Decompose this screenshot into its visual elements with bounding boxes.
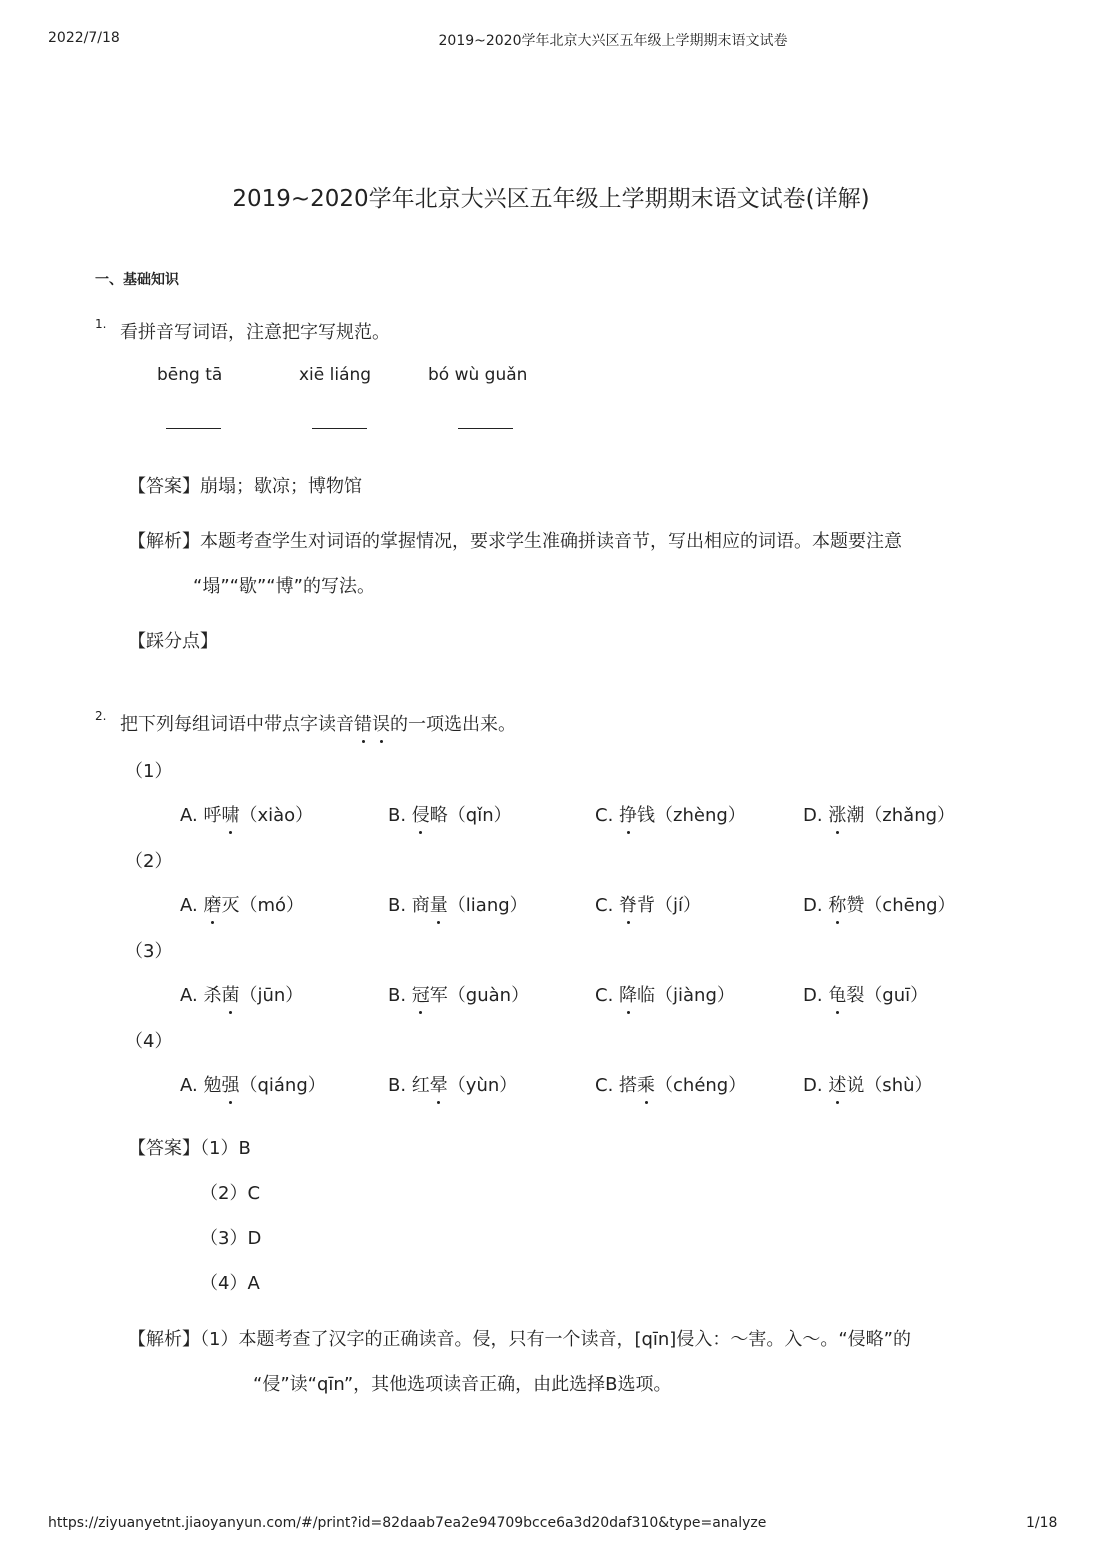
- prompt-text: 把下列每组词语中带点字读音: [120, 714, 354, 735]
- option-pinyin: （qiáng）: [239, 1075, 326, 1096]
- option-pinyin: （xiào）: [239, 805, 314, 826]
- subquestion-label: （2）: [125, 851, 173, 872]
- option-letter: A.: [180, 985, 204, 1006]
- option-char: 搭: [619, 1075, 638, 1096]
- pinyin-3: bó wù guǎn: [428, 365, 528, 385]
- option-pinyin: （shù）: [864, 1075, 933, 1096]
- subquestion-label: （1）: [125, 761, 173, 782]
- option-letter: B.: [388, 805, 412, 826]
- scoring-points-tag: 【踩分点】: [128, 631, 218, 652]
- option-char: 裂: [846, 985, 865, 1006]
- option-choice[interactable]: [595, 801, 746, 827]
- question-number-2: 2.: [95, 709, 107, 723]
- dotted-char: 脊: [619, 891, 637, 917]
- answer-blank-3: [458, 428, 513, 429]
- prompt-text: 的一项选出来。: [390, 714, 516, 735]
- option-pinyin: （yùn）: [447, 1075, 518, 1096]
- option-choice[interactable]: [180, 981, 303, 1007]
- option-pinyin: （liang）: [447, 895, 528, 916]
- option-choice[interactable]: [388, 981, 529, 1007]
- analysis-text: 本题考查学生对词语的掌握情况，要求学生准确拼读音节，写出相应的词语。本题要注意: [200, 531, 902, 552]
- option-choice[interactable]: [180, 891, 304, 917]
- option-pinyin: （guī）: [864, 985, 929, 1006]
- option-char: 商: [411, 895, 430, 916]
- option-pinyin: （zhǎng）: [864, 805, 956, 826]
- dotted-char: 误: [372, 710, 390, 736]
- option-choice[interactable]: [180, 1071, 326, 1097]
- option-pinyin: （guàn）: [447, 985, 530, 1006]
- option-letter: D.: [803, 985, 829, 1006]
- option-pinyin: （jūn）: [239, 985, 304, 1006]
- option-letter: D.: [803, 895, 829, 916]
- question-1-prompt: 看拼音写词语，注意把字写规范。: [120, 322, 390, 343]
- option-choice[interactable]: [595, 891, 701, 917]
- q2-answer-line-4: （4）A: [200, 1273, 260, 1294]
- option-char: 呼: [203, 805, 222, 826]
- option-char: 勉: [203, 1075, 222, 1096]
- option-char: 军: [429, 985, 448, 1006]
- option-choice[interactable]: [595, 1071, 746, 1097]
- option-letter: B.: [388, 1075, 412, 1096]
- dotted-char: 侵: [412, 801, 430, 827]
- option-choice[interactable]: [388, 801, 512, 827]
- dotted-char: 错: [354, 710, 372, 736]
- option-pinyin: （chéng）: [655, 1075, 747, 1096]
- q2-answer-line-3: （3）D: [200, 1228, 262, 1249]
- dotted-char: 冠: [412, 981, 430, 1007]
- option-char: 临: [637, 985, 656, 1006]
- header-date: 2022/7/18: [48, 30, 120, 46]
- pinyin-2: xiē liáng: [299, 365, 372, 385]
- dotted-char: 量: [430, 891, 448, 917]
- question-2-prompt: [120, 710, 516, 736]
- option-char: 略: [429, 805, 448, 826]
- answer-blank-1: [166, 428, 221, 429]
- option-letter: C.: [595, 1075, 620, 1096]
- option-letter: A.: [180, 1075, 204, 1096]
- option-choice[interactable]: [803, 1071, 933, 1097]
- header-title: 2019~2020学年北京大兴区五年级上学期期末语文试卷: [438, 33, 788, 49]
- dotted-char: 述: [828, 1071, 846, 1097]
- option-char: 潮: [846, 805, 865, 826]
- option-letter: D.: [803, 805, 829, 826]
- answer-tag: 【答案】: [128, 476, 200, 497]
- dotted-char: 强: [221, 1071, 239, 1097]
- option-choice[interactable]: [803, 981, 928, 1007]
- answer-blank-2: [312, 428, 367, 429]
- option-choice[interactable]: [595, 981, 735, 1007]
- subquestion-label: （4）: [125, 1031, 173, 1052]
- footer-url[interactable]: https://ziyuanyetnt.jiaoyanyun.com/#/print?id=82daab7ea2e94709bcce6a3d20daf310&type=analyze: [48, 1515, 767, 1531]
- document-title: 2019~2020学年北京大兴区五年级上学期期末语文试卷(详解): [232, 186, 870, 212]
- q1-analysis-line-1: [128, 527, 902, 553]
- q2-analysis-line-2: “侵”读“qīn”，其他选项读音正确，由此选择B选项。: [253, 1374, 672, 1395]
- dotted-char: 降: [619, 981, 637, 1007]
- option-pinyin: （jiàng）: [655, 985, 735, 1006]
- question-number-1: 1.: [95, 317, 107, 331]
- option-pinyin: （jí）: [655, 895, 702, 916]
- dotted-char: 啸: [221, 801, 239, 827]
- analysis-text: （1）本题考查了汉字的正确读音。侵，只有一个读音，[qīn]侵入：～害。入～。“侵略”的: [200, 1329, 911, 1350]
- option-letter: C.: [595, 985, 620, 1006]
- analysis-tag: 【解析】: [128, 1329, 200, 1350]
- option-choice[interactable]: [388, 891, 528, 917]
- option-char: 红: [411, 1075, 430, 1096]
- option-pinyin: （qǐn）: [447, 805, 512, 826]
- dotted-char: 涨: [828, 801, 846, 827]
- q1-analysis-line-2: “塌”“歇”“博”的写法。: [193, 576, 375, 597]
- q2-answer-line-1: [128, 1134, 251, 1160]
- option-char: 背: [637, 895, 656, 916]
- dotted-char: 乘: [637, 1071, 655, 1097]
- section-heading: 一、基础知识: [95, 272, 179, 288]
- option-letter: D.: [803, 1075, 829, 1096]
- dotted-char: 磨: [203, 891, 221, 917]
- option-letter: B.: [388, 895, 412, 916]
- dotted-char: 称: [828, 891, 846, 917]
- option-choice[interactable]: [803, 801, 955, 827]
- answer-tag: 【答案】: [128, 1138, 200, 1159]
- option-letter: A.: [180, 895, 204, 916]
- option-choice[interactable]: [180, 801, 313, 827]
- option-char: 赞: [846, 895, 865, 916]
- dotted-char: 挣: [619, 801, 637, 827]
- option-char: 说: [846, 1075, 865, 1096]
- option-char: 钱: [637, 805, 656, 826]
- dotted-char: 龟: [828, 981, 846, 1007]
- option-char: 杀: [203, 985, 222, 1006]
- option-pinyin: （mó）: [239, 895, 304, 916]
- subquestion-label: （3）: [125, 941, 173, 962]
- option-choice[interactable]: [803, 891, 956, 917]
- option-pinyin: （zhèng）: [655, 805, 746, 826]
- answer-item: （1）B: [200, 1138, 251, 1159]
- dotted-char: 晕: [430, 1071, 448, 1097]
- option-pinyin: （chēng）: [864, 895, 956, 916]
- pinyin-1: bēng tā: [157, 365, 223, 385]
- option-letter: C.: [595, 805, 620, 826]
- option-choice[interactable]: [388, 1071, 517, 1097]
- option-letter: C.: [595, 895, 620, 916]
- q2-answer-line-2: （2）C: [200, 1183, 261, 1204]
- q1-answer: [128, 472, 362, 498]
- dotted-char: 菌: [221, 981, 239, 1007]
- analysis-tag: 【解析】: [128, 531, 200, 552]
- answer-text: 崩塌；歇凉；博物馆: [200, 476, 362, 497]
- option-letter: A.: [180, 805, 204, 826]
- footer-page-number: 1/18: [1026, 1515, 1058, 1531]
- option-char: 灭: [221, 895, 240, 916]
- q2-analysis-line-1: [128, 1325, 911, 1351]
- option-letter: B.: [388, 985, 412, 1006]
